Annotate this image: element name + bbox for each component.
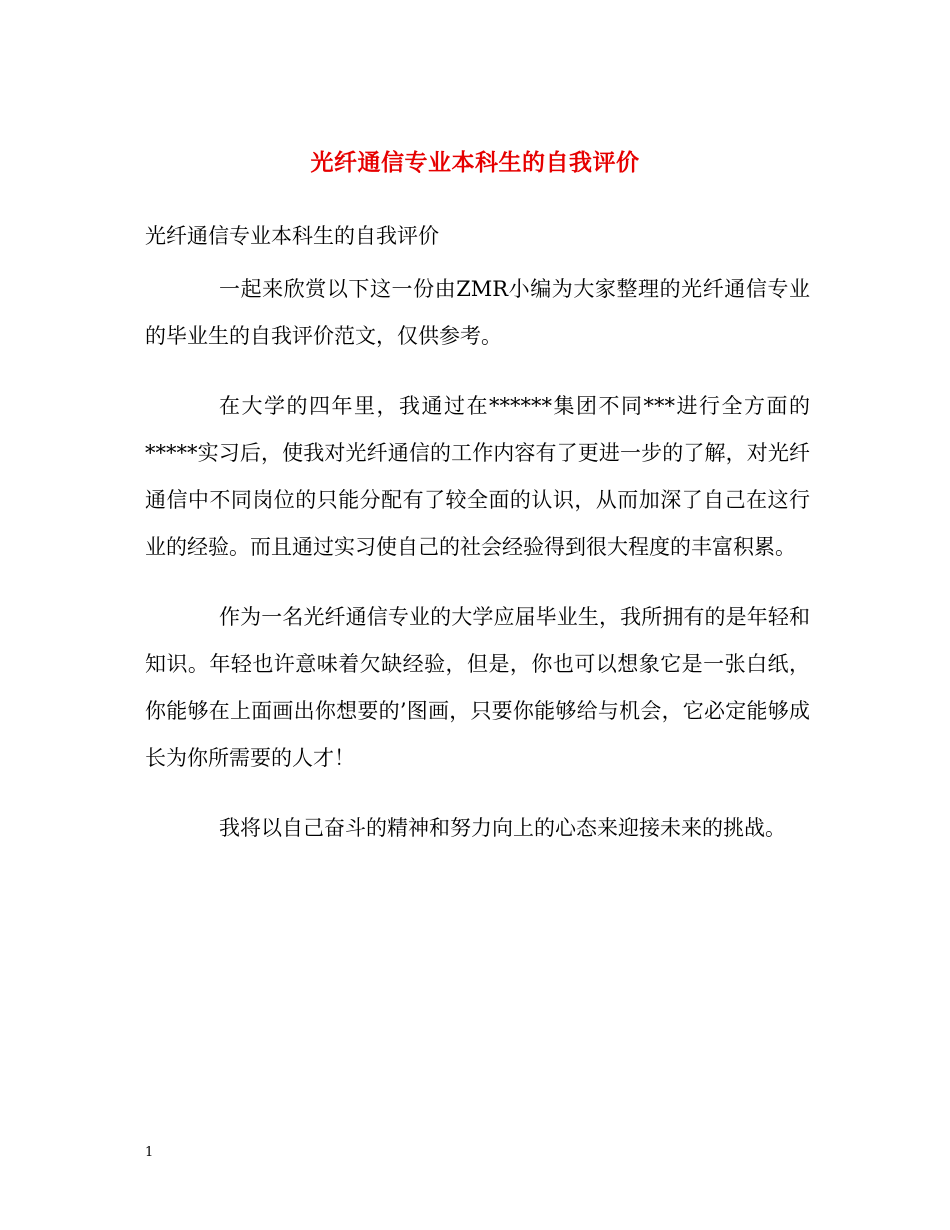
document-title: 光纤通信专业本科生的自我评价	[310, 149, 640, 176]
paragraph-internship: 在大学的四年里，我通过在******集团不同***进行全方面的*****实习后，使我对光纤通信的工作内容有了更进一步的了解，对光纤通信中不同岗位的只能分配有了较全面的认识，从而加深了自己在这行业的经验。而且通过实习使自己的社会经验得到很大程度的丰富积累。	[145, 394, 810, 559]
paragraph-intro: 一起来欣赏以下这一份由ZMR小编为大家整理的光纤通信专业的毕业生的自我评价范文，仅供参考。	[145, 277, 810, 348]
paragraph-youth: 作为一名光纤通信专业的大学应届毕业生，我所拥有的是年轻和知识。年轻也许意味着欠缺经验，但是，你也可以想象它是一张白纸，你能够在上面画出你想要的’图画，只要你能够给与机会，它必定能够成长为你所需要的人才！	[145, 605, 810, 770]
document-subtitle: 光纤通信专业本科生的自我评价	[145, 224, 439, 248]
page-number: 1	[145, 1145, 154, 1160]
paragraph-closing: 我将以自己奋斗的精神和努力向上的心态来迎接未来的挑战。	[219, 816, 786, 840]
document-body	[145, 226, 810, 875]
